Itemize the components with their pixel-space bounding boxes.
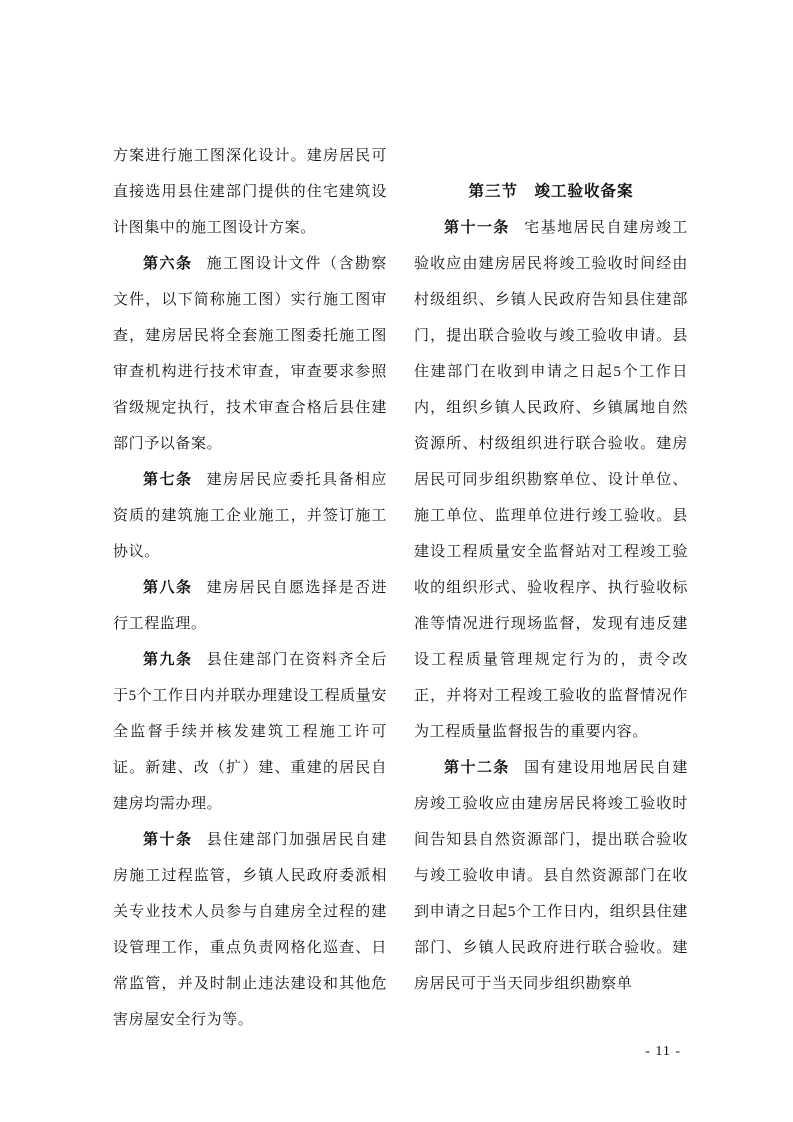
page-content <box>113 138 688 1038</box>
paragraph <box>113 570 387 642</box>
paragraph-text: 县住建部门加强居民自建房施工过程监管，乡镇人民政府委派相关专业技术人员参与自建房全过程的建设管理工作，重点负责网格化巡查、日常监管，并及时制止违法建设和其他危害房屋安全行为等。 <box>113 832 387 1028</box>
paragraph-text: 宅基地居民自建房竣工验收应由建房居民将竣工验收时间经由村级组织、乡镇人民政府告知县住建部门，提出联合验收与竣工验收申请。县住建部门在收到申请之日起5个工作日内，组织乡镇人民政府、乡镇属地自然资源所、村级组织进行联合验收。建房居民可同步组织勘察单位、设计单位、施工单位、监理单位进行竣工验收。县建设工程质量安全监督站对工程竣工验收的组织形式、验收程序、执行验收标准等情况进行现场监督，发现有违反建设工程质量管理规定行为的，责令改正，并将对工程竣工验收的监督情况作为工程质量监督报告的重要内容。 <box>414 220 688 740</box>
article-number: 第八条 <box>143 580 193 596</box>
page-number: - 11 - <box>645 1044 681 1059</box>
paragraph <box>414 210 688 750</box>
left-column <box>113 138 387 1038</box>
article-number: 第九条 <box>143 652 193 668</box>
paragraph-text: 施工图设计文件（含勘察文件，以下简称施工图）实行施工图审查，建房居民将全套施工图委托施工图审查机构进行技术审查，审查要求参照省级规定执行，技术审查合格后县住建部门予以备案。 <box>113 256 387 452</box>
paragraph <box>113 822 387 1038</box>
paragraph <box>113 246 387 462</box>
right-column <box>414 138 688 1038</box>
article-number: 第十条 <box>143 832 193 848</box>
article-number: 第六条 <box>143 256 193 272</box>
paragraph-text: 方案进行施工图深化设计。建房居民可直接选用县住建部门提供的住宅建筑设计图集中的施工图设计方案。 <box>113 148 387 236</box>
paragraph-text: 建房居民应委托具备相应资质的建筑施工企业施工，并签订施工协议。 <box>113 472 387 560</box>
article-number: 第十一条 <box>444 220 510 236</box>
article-number: 第十二条 <box>444 760 510 776</box>
section-heading: 第三节 竣工验收备案 <box>468 183 634 200</box>
article-number: 第七条 <box>143 472 193 488</box>
paragraph-text: 国有建设用地居民自建房竣工验收应由建房居民将竣工验收时间告知县自然资源部门，提出联合验收与竣工验收申请。县自然资源部门在收到申请之日起5个工作日内，组织县住建部门、乡镇人民政府进行联合验收。建房居民可于当天同步组织勘察单 <box>414 760 688 992</box>
paragraph-text: 建房居民自愿选择是否进行工程监理。 <box>113 580 387 632</box>
paragraph <box>113 642 387 822</box>
paragraph <box>414 750 688 1002</box>
paragraph <box>113 138 387 246</box>
paragraph-text: 县住建部门在资料齐全后于5个工作日内并联办理建设工程质量安全监督手续并核发建筑工程施工许可证。新建、改（扩）建、重建的居民自建房均需办理。 <box>113 652 387 812</box>
paragraph <box>113 462 387 570</box>
